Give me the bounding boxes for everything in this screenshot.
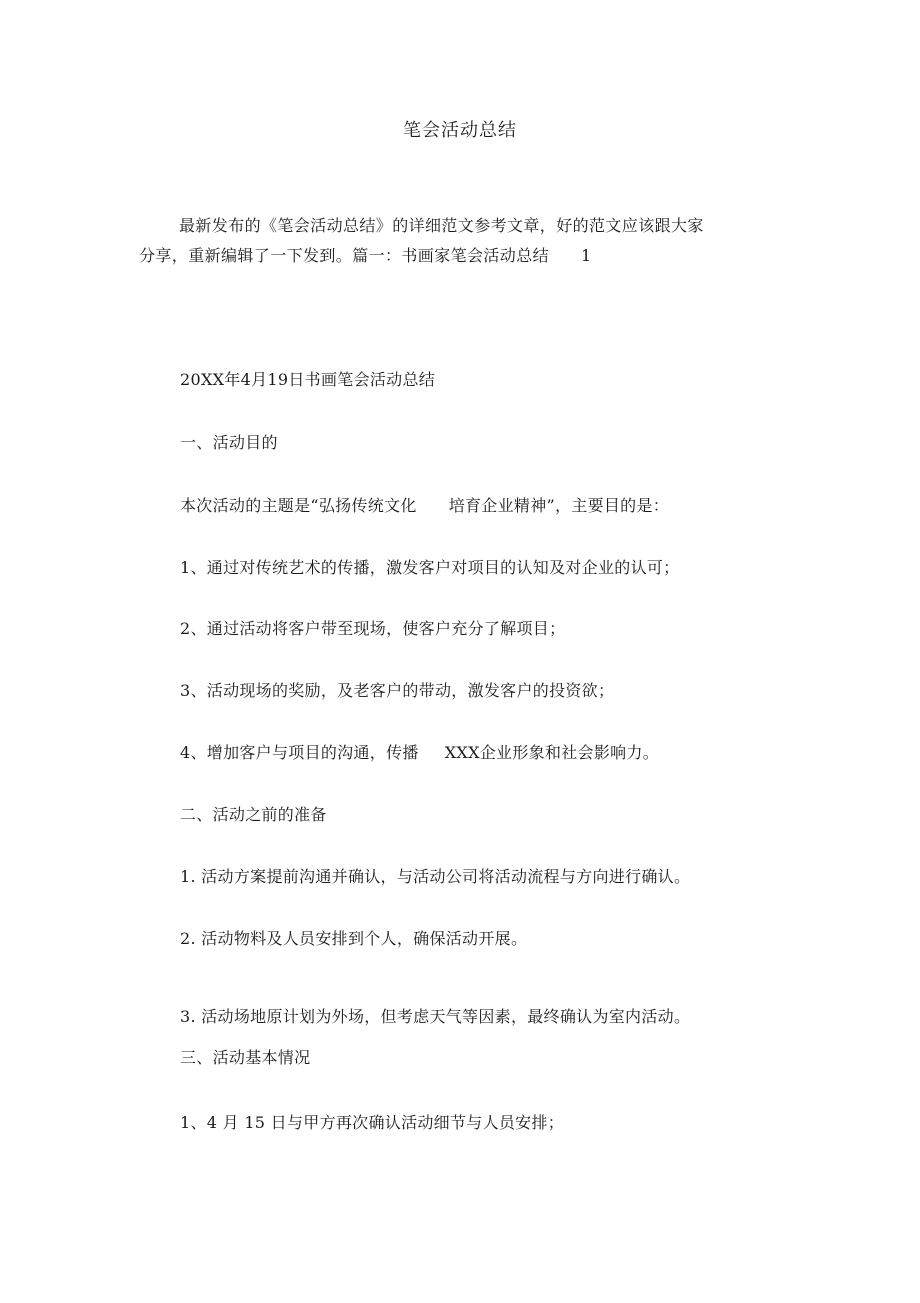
- intro-text-2: 分享，重新编辑了一下发到。篇一：书画家笔会活动总结: [139, 246, 550, 265]
- date-heading: 20XX年4月19日书画笔会活动总结: [180, 370, 436, 389]
- intro-line-2: [139, 241, 739, 271]
- section-3-title: 三、活动基本情况: [180, 1048, 311, 1067]
- intro-text-1: 最新发布的《笔会活动总结》的详细范文参考文章，好的范文应该跟大家: [179, 216, 704, 235]
- section-1-item-1: 1、通过对传统艺术的传播，激发客户对项目的认知及对企业的认可；: [180, 558, 680, 577]
- section-1-item-3: 3、活动现场的奖励，及老客户的带动，激发客户的投资欲；: [180, 681, 615, 700]
- intro-page-number: 1: [581, 246, 592, 265]
- document-title: 笔会活动总结: [403, 120, 517, 141]
- section-1-item-4: [180, 741, 659, 765]
- section-1-item-4-part-a: 4、增加客户与项目的沟通，传播: [180, 743, 419, 762]
- section-2-item-1: 1. 活动方案提前沟通并确认，与活动公司将活动流程与方向进行确认。: [180, 867, 691, 886]
- intro-line-1: [139, 211, 739, 241]
- section-1-theme-part-a: 本次活动的主题是“弘扬传统文化: [180, 496, 417, 515]
- intro-paragraph: [139, 211, 739, 271]
- section-2-item-2: 2. 活动物料及人员安排到个人，确保活动开展。: [180, 929, 528, 948]
- section-2-item-3: 3. 活动场地原计划为外场，但考虑天气等因素，最终确认为室内活动。: [180, 1007, 691, 1026]
- section-2-title: 二、活动之前的准备: [180, 805, 327, 824]
- section-3-item-1: 1、4 月 15 日与甲方再次确认活动细节与人员安排；: [180, 1113, 565, 1132]
- section-1-item-2: 2、通过活动将客户带至现场，使客户充分了解项目；: [180, 619, 566, 638]
- section-1-theme: [180, 494, 669, 518]
- section-1-item-4-part-b: XXX企业形象和社会影响力。: [444, 743, 660, 762]
- section-1-title: 一、活动目的: [180, 433, 278, 452]
- section-1-theme-part-b: 培育企业精神”，主要目的是：: [448, 496, 670, 515]
